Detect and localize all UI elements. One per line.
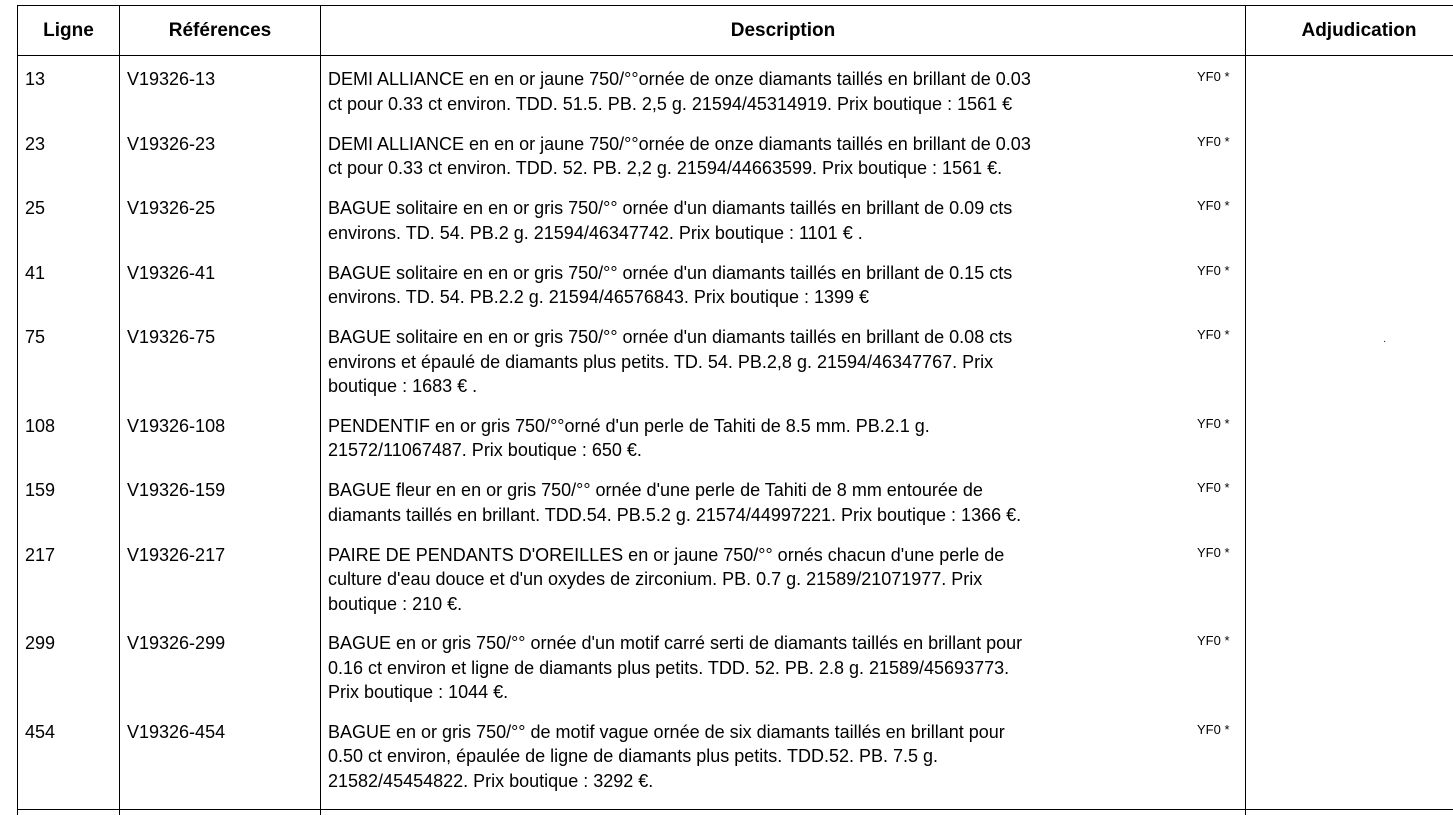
table-row bbox=[18, 543, 1453, 632]
table-row bbox=[18, 414, 1453, 479]
description-line: DEMI ALLIANCE en en or jaune 750/°°ornée de onze diamants taillés en brillant de 0.03 bbox=[328, 133, 1031, 154]
adjudication-cell bbox=[1245, 543, 1453, 632]
lot-reference: V19326-25 bbox=[127, 198, 216, 218]
table-row bbox=[18, 132, 1453, 197]
description-line: 21572/11067487. Prix boutique : 650 €. bbox=[328, 440, 642, 460]
description-line: ct pour 0.33 ct environ. TDD. 51.5. PB. 2,5 g. 21594/45314919. Prix boutique : 1561 € bbox=[328, 93, 1013, 114]
lot-reference: V19326-159 bbox=[127, 480, 226, 500]
description-line: BAGUE solitaire en en or gris 750/°° ornée d'un diamants taillés en brillant de 0.09 cts bbox=[328, 198, 1013, 218]
table-row bbox=[18, 196, 1453, 261]
description-line: boutique : 210 €. bbox=[328, 593, 463, 614]
lot-number: 108 bbox=[25, 415, 56, 436]
description-line: PENDENTIF en or gris 750/°°orné d'un perle de Tahiti de 8.5 mm. PB.2.1 g. bbox=[328, 415, 930, 436]
bottom-divider bbox=[18, 809, 1453, 810]
description-line: BAGUE solitaire en en or gris 750/°° ornée d'un diamants taillés en brillant de 0.08 cts bbox=[328, 327, 1013, 347]
lot-number: 25 bbox=[25, 198, 46, 218]
header-ligne: Ligne bbox=[43, 20, 94, 41]
description-line: environs. TD. 54. PB.2.2 g. 21594/46576843. Prix boutique : 1399 € bbox=[328, 287, 870, 307]
description-line: PAIRE DE PENDANTS D'OREILLES en or jaune 750/°° ornés chacun d'une perle de bbox=[328, 544, 1005, 565]
lot-code: YF0 * bbox=[1197, 480, 1230, 495]
lot-table bbox=[17, 5, 1453, 815]
description-line: ct pour 0.33 ct environ. TDD. 52. PB. 2,2 g. 21594/44663599. Prix boutique : 1561 €. bbox=[328, 158, 1003, 178]
description-line: BAGUE solitaire en en or gris 750/°° ornée d'un diamants taillés en brillant de 0.15 cts bbox=[328, 262, 1013, 283]
stray-mark: · bbox=[1383, 336, 1387, 347]
description-line: BAGUE en or gris 750/°° ornée d'un motif carré serti de diamants taillés en brillant pour bbox=[328, 633, 1023, 653]
lot-description bbox=[320, 543, 1160, 632]
lot-description bbox=[320, 720, 1160, 809]
lot-number: 13 bbox=[25, 69, 46, 89]
lot-number: 454 bbox=[25, 721, 56, 742]
description-line: Prix boutique : 1044 €. bbox=[328, 682, 509, 702]
lot-reference: V19326-23 bbox=[127, 133, 216, 154]
adjudication-cell bbox=[1245, 261, 1453, 326]
description-line: 21582/45454822. Prix boutique : 3292 €. bbox=[328, 770, 654, 791]
lot-reference: V19326-75 bbox=[127, 327, 216, 347]
lot-reference: V19326-13 bbox=[127, 69, 216, 89]
adjudication-cell bbox=[1245, 67, 1453, 132]
table-row bbox=[18, 325, 1453, 414]
lot-number: 159 bbox=[25, 480, 56, 500]
lot-code: YF0 * bbox=[1197, 327, 1230, 342]
lot-reference: V19326-454 bbox=[127, 721, 226, 742]
adjudication-cell bbox=[1245, 132, 1453, 197]
lot-description bbox=[320, 261, 1160, 326]
lot-description bbox=[320, 196, 1160, 261]
lot-code: YF0 * bbox=[1197, 721, 1230, 737]
lot-number: 41 bbox=[25, 262, 46, 283]
lot-number: 23 bbox=[25, 133, 46, 154]
description-line: environs. TD. 54. PB.2 g. 21594/46347742. Prix boutique : 1101 € . bbox=[328, 222, 863, 243]
lot-code: YF0 * bbox=[1197, 415, 1230, 431]
lot-description bbox=[320, 132, 1160, 197]
description-line: BAGUE fleur en en or gris 750/°° ornée d'une perle de Tahiti de 8 mm entourée de bbox=[328, 480, 983, 500]
lot-reference: V19326-217 bbox=[127, 544, 226, 565]
lot-description bbox=[320, 414, 1160, 479]
description-line: environs et épaulé de diamants plus petits. TD. 54. PB.2,8 g. 21594/46347767. Prix bbox=[328, 351, 994, 372]
header-references: Références bbox=[168, 20, 272, 41]
table-row bbox=[18, 67, 1453, 132]
header-divider bbox=[18, 55, 1453, 56]
description-line: BAGUE en or gris 750/°° de motif vague ornée de six diamants taillés en brillant pour bbox=[328, 721, 1005, 742]
lot-number: 299 bbox=[25, 633, 56, 653]
lot-code: YF0 * bbox=[1197, 262, 1230, 278]
description-line: DEMI ALLIANCE en en or jaune 750/°°ornée de onze diamants taillés en brillant de 0.03 bbox=[328, 69, 1031, 89]
table-row bbox=[18, 478, 1453, 543]
lot-description bbox=[320, 478, 1160, 543]
description-line: culture d'eau douce et d'un oxydes de zirconium. PB. 0.7 g. 21589/21071977. Prix bbox=[328, 569, 983, 589]
adjudication-cell bbox=[1245, 325, 1453, 414]
description-line: boutique : 1683 € . bbox=[328, 376, 478, 396]
lot-code: YF0 * bbox=[1197, 544, 1230, 560]
lot-code: YF0 * bbox=[1197, 133, 1230, 149]
lot-reference: V19326-299 bbox=[127, 633, 226, 653]
adjudication-cell bbox=[1245, 414, 1453, 479]
table-row bbox=[18, 720, 1453, 809]
lot-code: YF0 * bbox=[1197, 69, 1230, 84]
description-line: 0.16 ct environ et ligne de diamants plus petits. TDD. 52. PB. 2.8 g. 21589/45693773. bbox=[328, 657, 1010, 678]
header-adjudication: Adjudication bbox=[1301, 20, 1417, 41]
lot-description bbox=[320, 631, 1160, 720]
table-row bbox=[18, 631, 1453, 720]
lot-number: 75 bbox=[25, 327, 46, 347]
header-description: Description bbox=[730, 20, 836, 41]
adjudication-cell bbox=[1245, 631, 1453, 720]
description-line: diamants taillés en brillant. TDD.54. PB.5.2 g. 21574/44997221. Prix boutique : 1366 €. bbox=[328, 504, 1022, 525]
lot-number: 217 bbox=[25, 544, 56, 565]
lot-code: YF0 * bbox=[1197, 633, 1230, 648]
lot-description bbox=[320, 325, 1160, 414]
lot-description bbox=[320, 67, 1160, 132]
lot-code: YF0 * bbox=[1197, 198, 1230, 213]
table-body bbox=[18, 67, 1453, 808]
adjudication-cell bbox=[1245, 720, 1453, 809]
adjudication-cell bbox=[1245, 196, 1453, 261]
adjudication-cell bbox=[1245, 478, 1453, 543]
lot-reference: V19326-41 bbox=[127, 262, 216, 283]
table-row bbox=[18, 261, 1453, 326]
lot-reference: V19326-108 bbox=[127, 415, 226, 436]
description-line: 0.50 ct environ, épaulée de ligne de diamants plus petits. TDD.52. PB. 7.5 g. bbox=[328, 746, 939, 766]
